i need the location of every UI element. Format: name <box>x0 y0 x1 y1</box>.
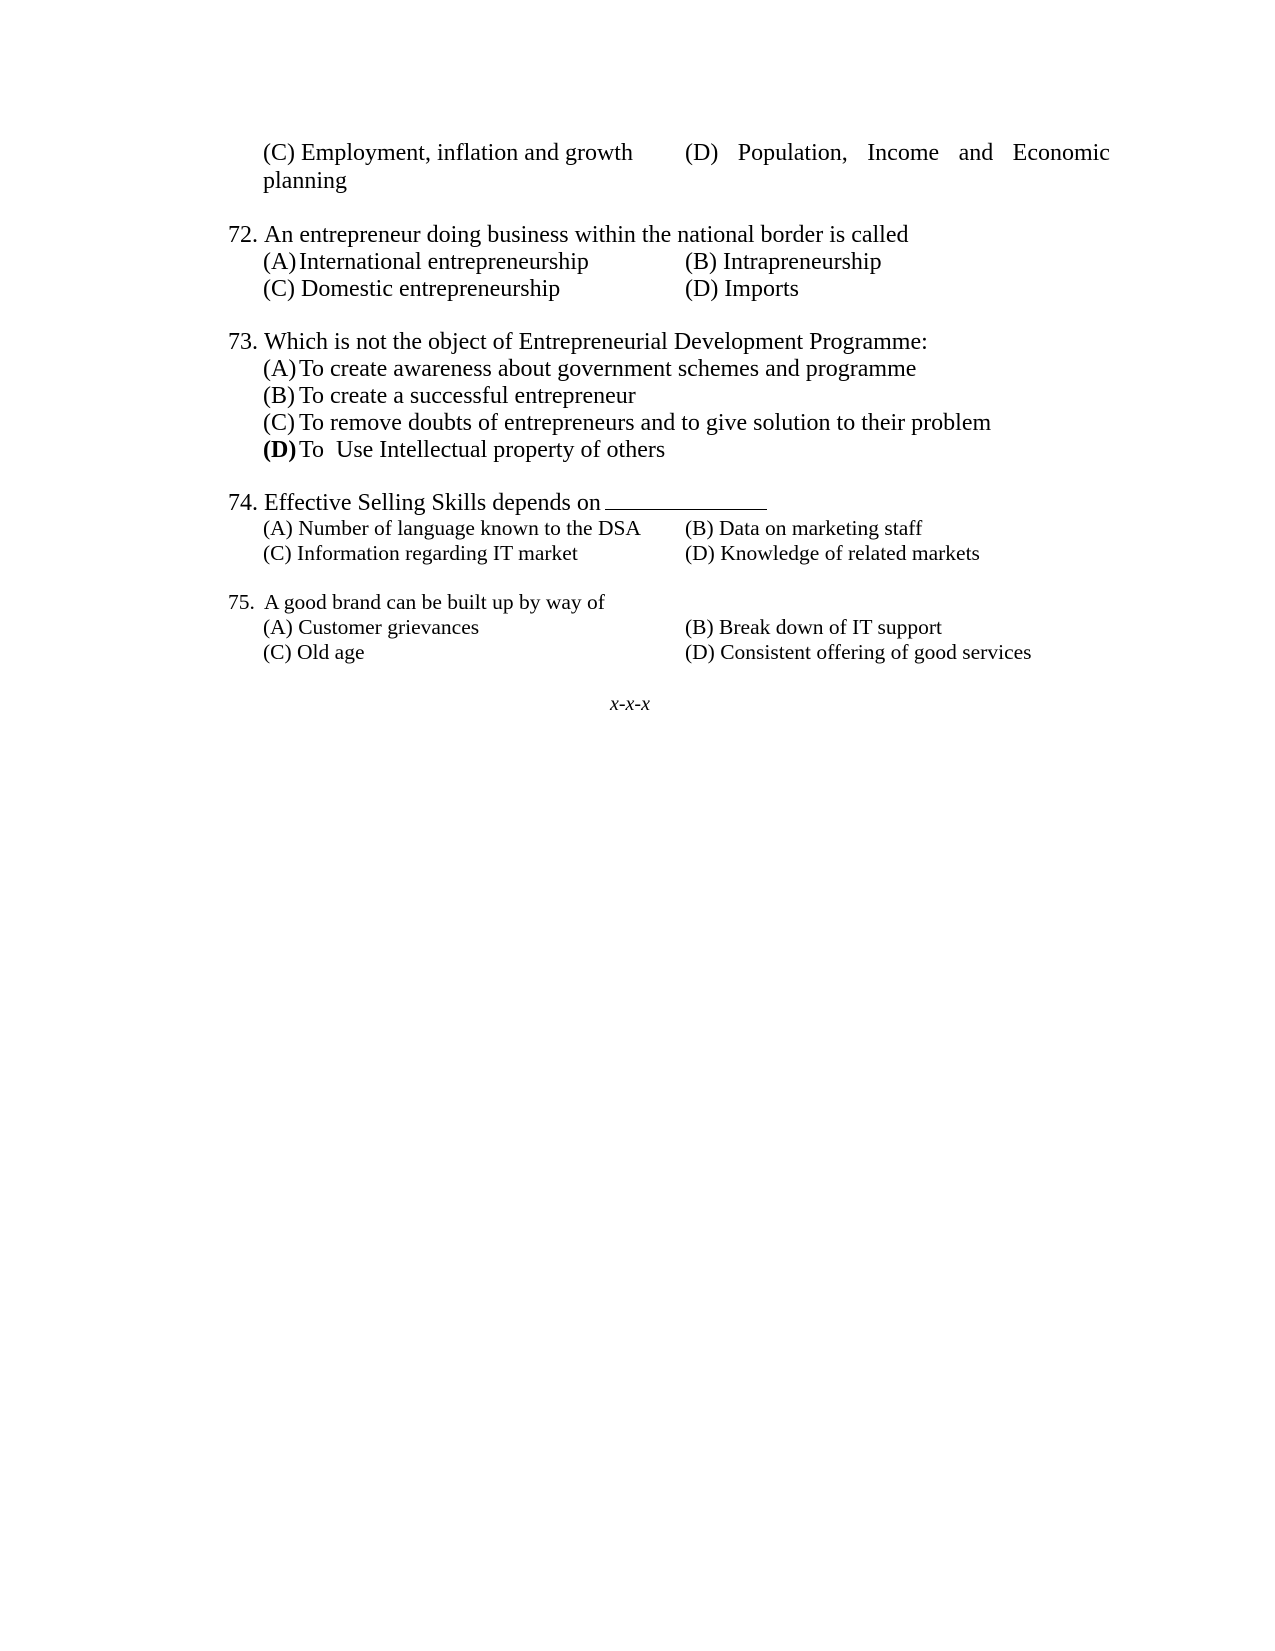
q74-number: 74. <box>228 490 258 516</box>
q74-option-c: (C) Information regarding IT market <box>263 541 578 565</box>
q72-question: An entrepreneur doing business within the national border is called <box>264 222 909 248</box>
q75-number: 75. <box>228 590 255 614</box>
q73-option-c-label: (C) <box>263 410 295 436</box>
q72-option-a: International entrepreneurship <box>299 249 589 275</box>
q75-option-d: (D) Consistent offering of good services <box>685 640 1032 664</box>
q71-option-d-word: (D) <box>685 140 719 166</box>
q71-option-d-word: and <box>958 140 994 166</box>
q73-option-b: To create a successful entrepreneur <box>299 383 636 409</box>
q75-option-a: (A) Customer grievances <box>263 615 480 639</box>
q71-option-d-word: Economic <box>1012 140 1110 166</box>
q73-question: Which is not the object of Entrepreneurial Development Programme: <box>264 329 928 355</box>
q72-option-d: (D) Imports <box>685 276 799 302</box>
q75-question: A good brand can be built up by way of <box>264 590 605 614</box>
q73-option-c: To remove doubts of entrepreneurs and to give solution to their problem <box>299 410 992 436</box>
q73-option-d-label: (D) <box>263 437 297 463</box>
q73-option-a-label: (A) <box>263 356 297 382</box>
q72-option-a-label: (A) <box>263 249 297 275</box>
q73-option-a: To create awareness about government schemes and programme <box>299 356 917 382</box>
q72-option-b: (B) Intrapreneurship <box>685 249 882 275</box>
q73-number: 73. <box>228 329 258 355</box>
q71-option-d <box>685 141 1110 165</box>
answer-blank <box>605 491 767 510</box>
q74-option-b: (B) Data on marketing staff <box>685 516 923 540</box>
end-of-paper-mark: x-x-x <box>610 693 650 715</box>
q73-option-d: To Use Intellectual property of others <box>299 437 666 463</box>
q71-option-c: (C) Employment, inflation and growth <box>263 140 633 166</box>
q71-option-d-word: Population, <box>737 140 848 166</box>
q71-option-d-continued: planning <box>263 168 347 194</box>
q74-option-d: (D) Knowledge of related markets <box>685 541 980 565</box>
q74-option-a: (A) Number of language known to the DSA <box>263 516 641 540</box>
q75-option-c: (C) Old age <box>263 640 365 664</box>
q75-option-b: (B) Break down of IT support <box>685 615 942 639</box>
q74-question-text: Effective Selling Skills depends on <box>264 490 601 516</box>
q72-number: 72. <box>228 222 258 248</box>
q73-option-b-label: (B) <box>263 383 295 409</box>
q74-question <box>264 491 767 515</box>
q71-option-d-word: Income <box>867 140 940 166</box>
q72-option-c: (C) Domestic entrepreneurship <box>263 276 561 302</box>
